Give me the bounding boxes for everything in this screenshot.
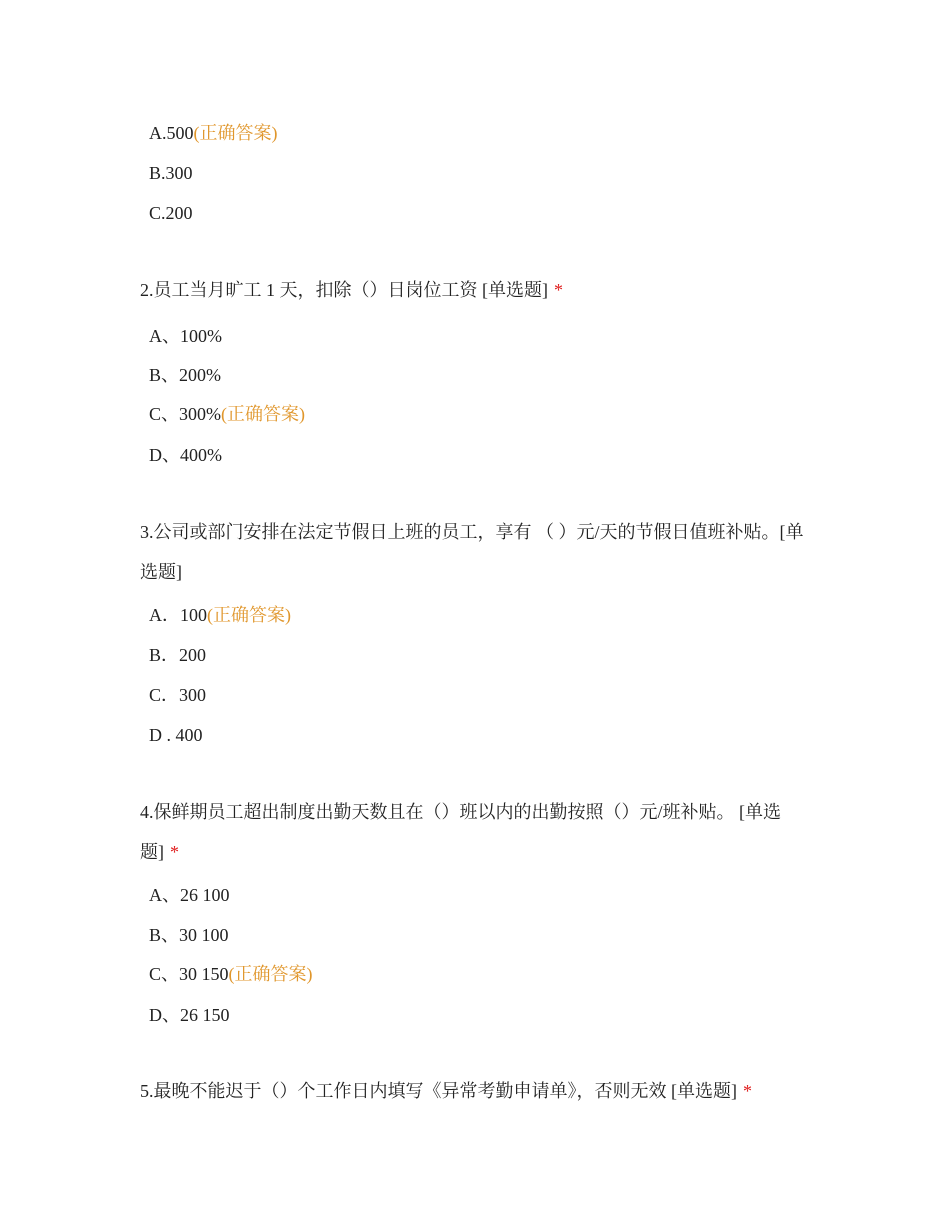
q1-option-a [149,121,278,145]
q2-title-text: 2.员工当月旷工 1 天，扣除（）日岗位工资 [单选题] [140,280,548,300]
q4-option-c [149,962,313,986]
q4-option-b [149,923,229,947]
q1-option-c [149,201,193,225]
q4-option-d [149,1003,230,1027]
q3-title-text: 3.公司或部门安排在法定节假日上班的员工，享有 （ ）元/天的节假日值班补贴。[单选题] [140,522,804,582]
q1-option-b-text: B.300 [149,163,193,183]
q3-title [140,512,810,592]
q2-option-b [149,363,221,387]
q4-option-c-answer-mark: (正确答案) [228,964,313,984]
q2-option-b-text: B、200% [149,365,221,385]
q3-option-b [149,643,206,667]
q1-option-b [149,161,193,185]
q3-option-c [149,683,206,707]
q3-option-b-text: B．200 [149,645,207,665]
q4-option-c-text: C、30 150 [149,964,229,984]
q5-required-mark: * [743,1081,752,1101]
q2-option-d-text: D、400% [149,445,222,465]
q5-title [140,1071,810,1111]
q3-option-c-text: C．300 [149,685,207,705]
q3-option-d-text: D . 400 [149,725,203,745]
q3-option-a-answer-mark: (正确答案) [207,605,291,625]
q3-option-a [149,603,291,627]
q2-option-d [149,443,222,467]
q4-option-b-text: B、30 100 [149,925,229,945]
q4-required-mark: * [170,842,179,862]
q1-option-a-text: A.500 [149,123,194,143]
q4-option-a [149,883,230,907]
q4-option-a-text: A、26 100 [149,885,230,905]
q4-title-text: 4.保鲜期员工超出制度出勤天数且在（）班以内的出勤按照（）元/班补贴。 [单选题] [140,802,781,862]
q5-title-text: 5.最晚不能迟于（）个工作日内填写《异常考勤申请单》，否则无效 [单选题] [140,1081,737,1101]
q2-option-c [149,402,305,426]
q3-option-a-text: A．100 [149,605,207,625]
q1-option-a-answer-mark: (正确答案) [193,123,278,143]
q4-title [140,792,810,872]
q2-option-c-answer-mark: (正确答案) [221,404,305,424]
q2-option-a-text: A、100% [149,326,222,346]
q2-option-c-text: C、300% [149,404,221,424]
q2-required-mark: * [554,280,563,300]
q2-title [140,270,810,310]
q3-option-d [149,723,203,747]
q1-option-c-text: C.200 [149,203,193,223]
q2-option-a [149,324,222,348]
q4-option-d-text: D、26 150 [149,1005,230,1025]
